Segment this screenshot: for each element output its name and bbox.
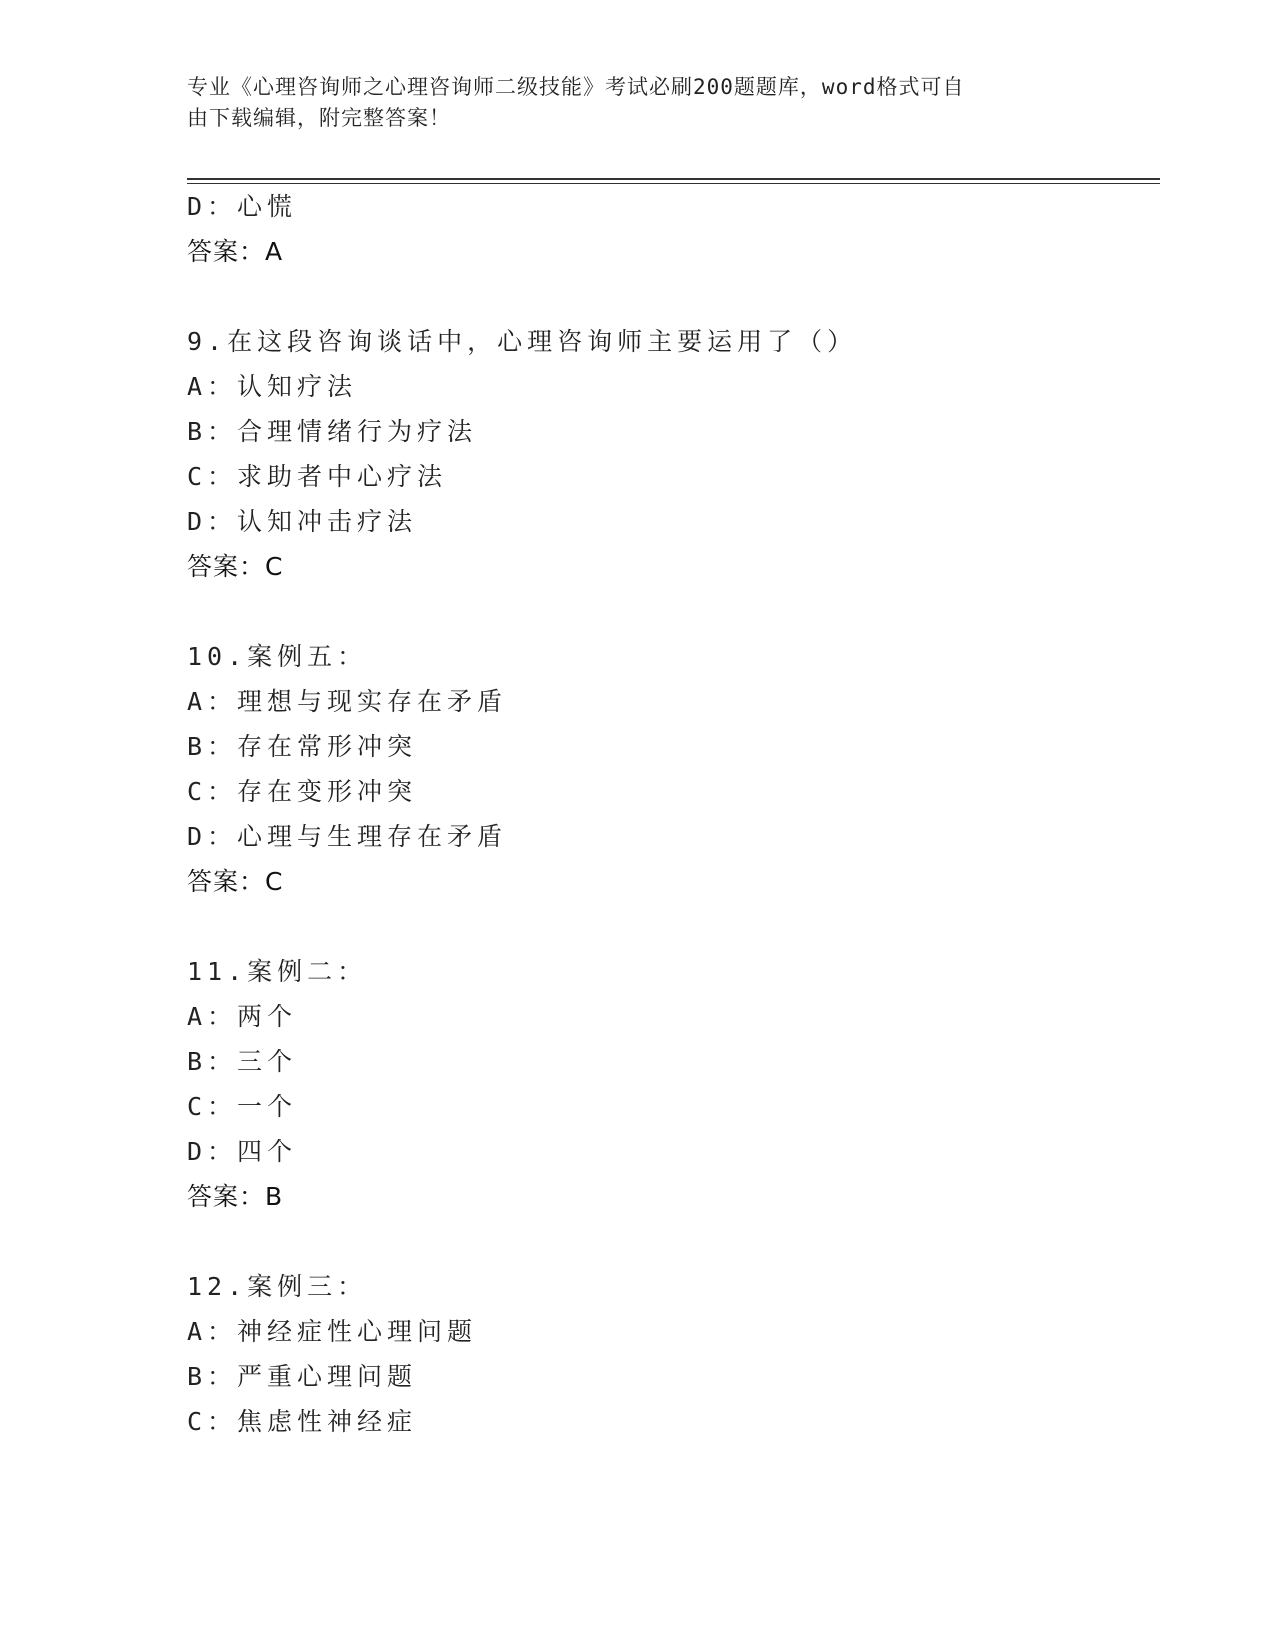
prev-answer: 答案：A xyxy=(187,237,284,266)
q11-option-d: D：四个 xyxy=(187,1137,298,1166)
q9-option-a: A：认知疗法 xyxy=(187,372,358,401)
q10-option-c: C：存在变形冲突 xyxy=(187,777,418,806)
q11-answer: 答案：B xyxy=(187,1182,284,1211)
q12-stem: 12.案例三： xyxy=(187,1272,368,1301)
q9-answer: 答案：C xyxy=(187,552,284,581)
q9-option-b: B：合理情绪行为疗法 xyxy=(187,417,478,446)
q11-option-a: A：两个 xyxy=(187,1002,298,1031)
q11-option-b: B：三个 xyxy=(187,1047,298,1076)
header-rule-thin xyxy=(187,183,1160,184)
q12-option-c: C：焦虑性神经症 xyxy=(187,1407,418,1436)
q12-option-a: A：神经症性心理问题 xyxy=(187,1317,478,1346)
q9-option-d: D：认知冲击疗法 xyxy=(187,507,418,536)
q10-option-d: D：心理与生理存在矛盾 xyxy=(187,822,508,851)
q10-answer: 答案：C xyxy=(187,867,284,896)
header-rule-thick xyxy=(187,178,1160,180)
header-line-2: 由下载编辑，附完整答案！ xyxy=(187,106,451,130)
prev-option-d: D：心慌 xyxy=(187,192,298,221)
q12-option-b: B：严重心理问题 xyxy=(187,1362,418,1391)
q9-stem: 9.在这段咨询谈话中，心理咨询师主要运用了（） xyxy=(187,327,858,356)
q11-stem: 11.案例二： xyxy=(187,957,368,986)
q9-option-c: C：求助者中心疗法 xyxy=(187,462,448,491)
q10-stem: 10.案例五： xyxy=(187,642,368,671)
document-header xyxy=(187,72,1087,134)
header-line-1: 专业《心理咨询师之心理咨询师二级技能》考试必刷200题题库，word格式可自 xyxy=(187,75,965,99)
q10-option-a: A：理想与现实存在矛盾 xyxy=(187,687,508,716)
q10-option-b: B：存在常形冲突 xyxy=(187,732,418,761)
q11-option-c: C：一个 xyxy=(187,1092,298,1121)
